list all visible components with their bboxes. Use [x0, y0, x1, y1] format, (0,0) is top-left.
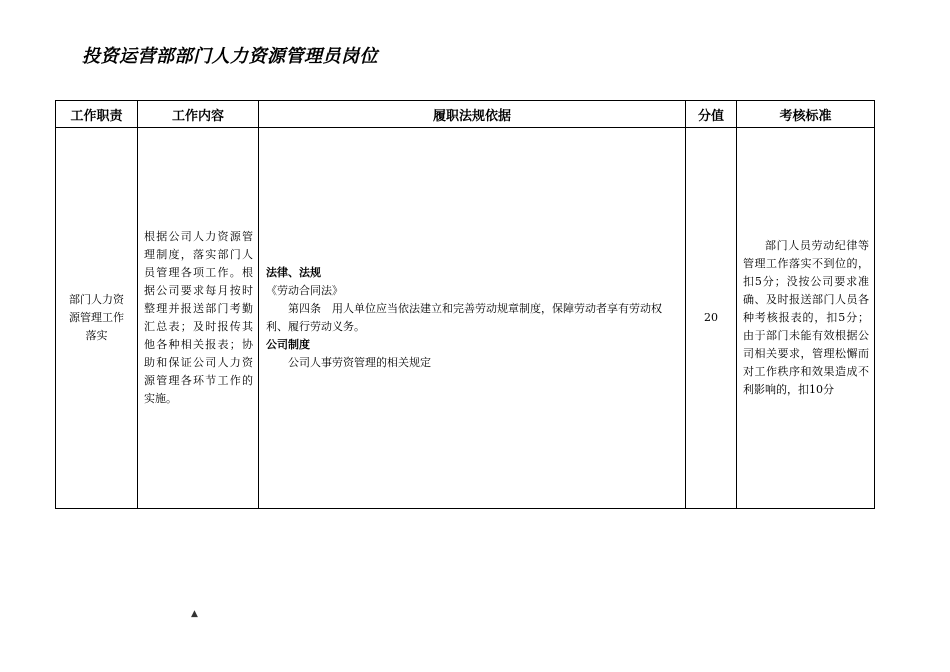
law-heading: 法律、法规 [266, 266, 321, 279]
standard-text: 部门人员劳动纪律等管理工作落实不到位的，扣5分；没按公司要求准确、及时报送部门人员各种考核报表的，扣5分；由于部门未能有效根据公司相关要求，管理松懈而对工作秩序和效果造成不利影响的，扣10分 [743, 239, 869, 396]
header-content: 工作内容 [138, 101, 259, 128]
cell-standard [737, 128, 875, 509]
cell-score: 20 [686, 128, 737, 509]
footer-mark-icon: ▲ [191, 609, 198, 619]
header-duty: 工作职责 [56, 101, 138, 128]
table-header-row [56, 101, 875, 128]
law-article: 第四条 用人单位应当依法建立和完善劳动规章制度，保障劳动者享有劳动权利、履行劳动义务。 [266, 302, 662, 333]
cell-duty: 部门人力资源管理工作落实 [56, 128, 138, 509]
document-title: 投资运营部部门人力资源管理员岗位 [82, 46, 378, 67]
policy-item: 公司人事劳资管理的相关规定 [288, 356, 431, 369]
cell-content: 根据公司人力资源管理制度，落实部门人员管理各项工作。根据公司要求每月按时整理并报送部门考勤汇总表；及时报传其他各种相关报表；协助和保证公司人力资源管理各环节工作的实施。 [138, 128, 259, 509]
table-row [56, 128, 875, 509]
header-basis: 履职法规依据 [259, 101, 686, 128]
header-score: 分值 [686, 101, 737, 128]
header-standard: 考核标准 [737, 101, 875, 128]
law-name: 《劳动合同法》 [266, 284, 343, 297]
cell-basis [259, 128, 686, 509]
duty-table [55, 100, 875, 509]
policy-heading: 公司制度 [266, 338, 310, 351]
